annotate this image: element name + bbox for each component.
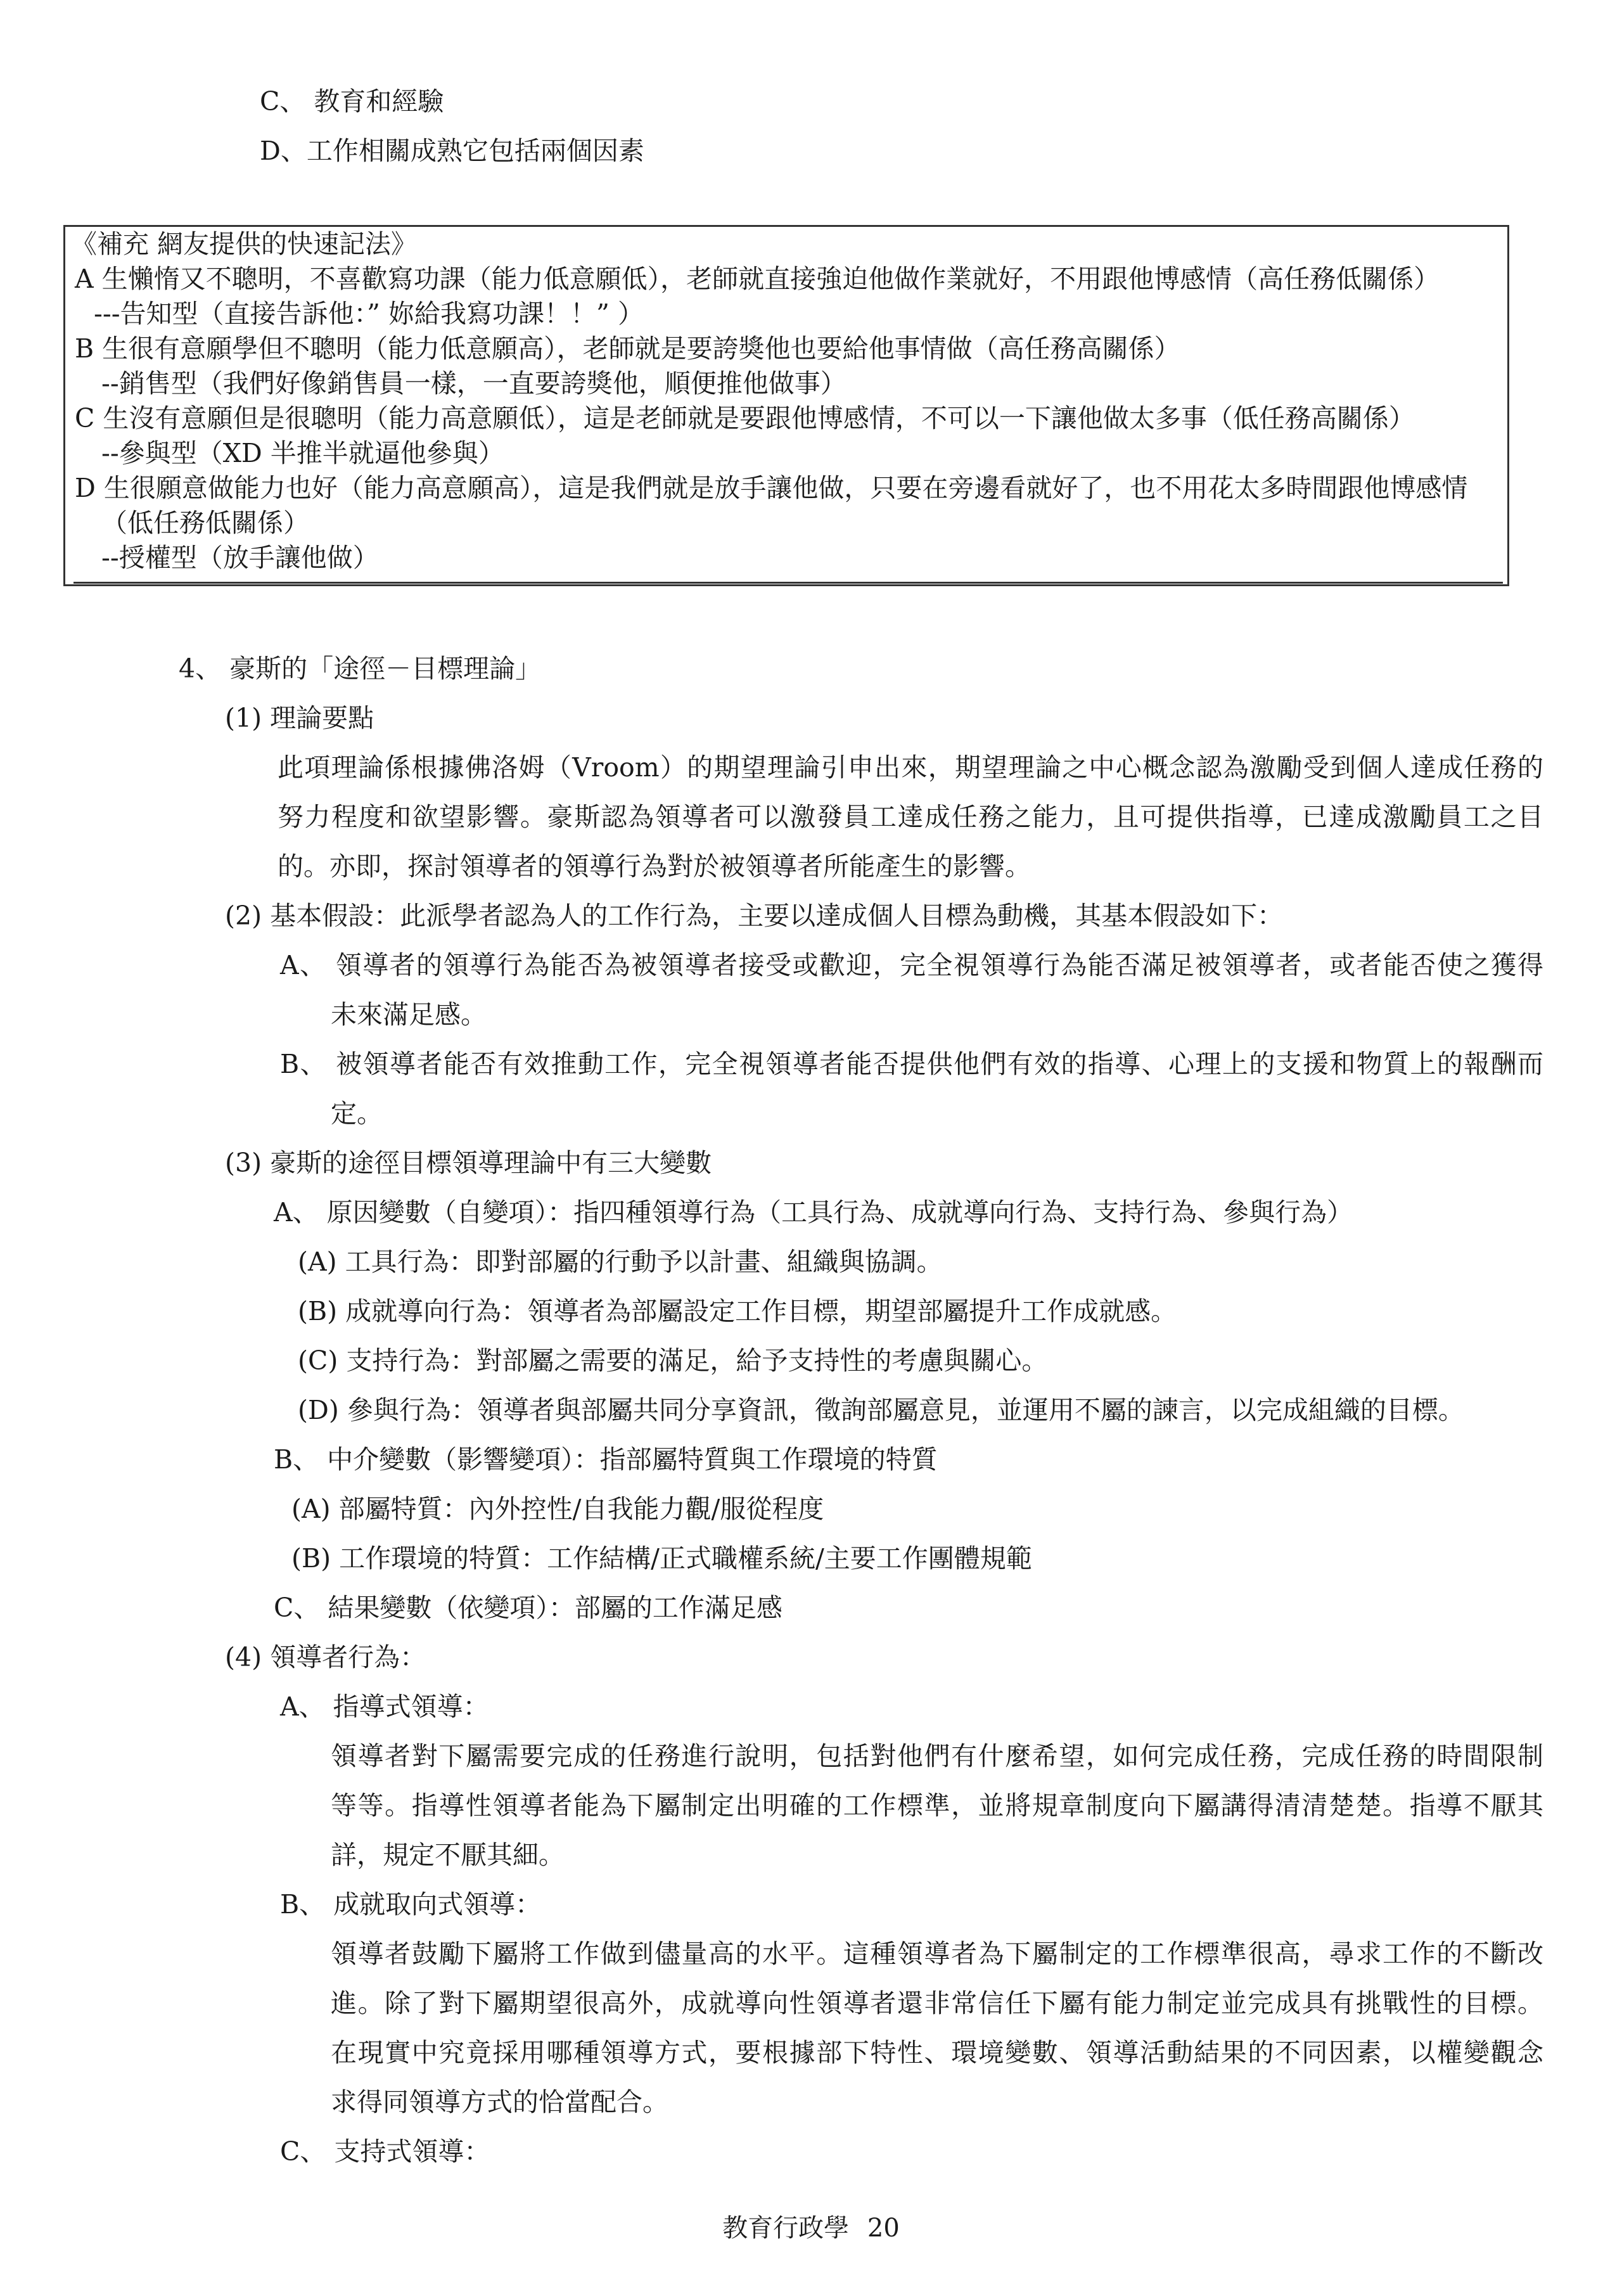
- supplement-line-b: B 生很有意願學但不聰明（能力低意願高），老師就是要誇獎他也要給他事情做（高任務高關係）: [75, 333, 1180, 364]
- subsection-1-title: (1) 理論要點: [225, 703, 374, 733]
- paragraph-line: 進。除了對下屬期望很高外，成就導向性領導者還非常信任下屬有能力制定並完成具有挑戰性的目標。: [331, 1988, 1543, 2018]
- assumption-b-line: 定。: [331, 1098, 383, 1129]
- page-footer: [0, 2210, 1622, 2246]
- variable-c-title: C、 結果變數（依變項）：部屬的工作滿足感: [274, 1593, 782, 1623]
- supplement-line-b-type: --銷售型（我們好像銷售員一樣，一直要誇獎他，順便推他做事）: [101, 368, 846, 399]
- variable-a-title: A、 原因變數（自變項）：指四種領導行為（工具行為、成就導向行為、支持行為、參與行為）: [274, 1197, 1353, 1228]
- paragraph-line: 的。亦即，探討領導者的領導行為對於被領導者所能產生的影響。: [278, 851, 1031, 882]
- paragraph-line: 詳，規定不厭其細。: [331, 1840, 565, 1870]
- variable-b-item: (A) 部屬特質：內外控性/自我能力觀/服從程度: [291, 1494, 824, 1524]
- page-number: 20: [867, 2214, 900, 2243]
- supplement-line-a: A 生懶惰又不聰明，不喜歡寫功課（能力低意願低），老師就直接強迫他做作業就好，不用跟他博感情（高任務低關係）: [75, 264, 1440, 294]
- supplement-line-d-relation: （低任務低關係）: [101, 508, 309, 538]
- leadership-b-title: B、 成就取向式領導：: [280, 1889, 542, 1920]
- supplement-box-double-line: [73, 582, 1503, 584]
- subsection-3-title: (3) 豪斯的途徑目標領導理論中有三大變數: [225, 1148, 712, 1178]
- variable-a-item: (B) 成就導向行為：領導者為部屬設定工作目標，期望部屬提升工作成就感。: [298, 1296, 1177, 1326]
- paragraph-line: 努力程度和欲望影響。豪斯認為領導者可以激發員工達成任務之能力，且可提供指導，已達成激勵員工之目: [278, 802, 1543, 832]
- paragraph-line: 領導者鼓勵下屬將工作做到儘量高的水平。這種領導者為下屬制定的工作標準很高，尋求工作的不斷改: [331, 1939, 1543, 1969]
- leadership-a-title: A、 指導式領導：: [280, 1691, 489, 1722]
- variable-a-item: (A) 工具行為：即對部屬的行動予以計畫、組織與協調。: [298, 1247, 943, 1277]
- assumption-a-line: 未來滿足感。: [331, 999, 487, 1030]
- supplement-line-a-type: ---告知型（直接告訴他：” 妳給我寫功課！！” ）: [94, 298, 644, 329]
- assumption-b-line: B、 被領導者能否有效推動工作，完全視領導者能否提供他們有效的指導、心理上的支援和物質上的報酬而: [280, 1049, 1543, 1079]
- variable-b-title: B、 中介變數（影響變項）：指部屬特質與工作環境的特質: [274, 1444, 938, 1475]
- supplement-line-c: C 生沒有意願但是很聰明（能力高意願低），這是老師就是要跟他博感情，不可以一下讓他做太多事（低任務高關係）: [75, 403, 1415, 433]
- variable-b-item: (B) 工作環境的特質：工作結構/正式職權系統/主要工作團體規範: [291, 1543, 1032, 1574]
- paragraph-line: 等等。指導性領導者能為下屬制定出明確的工作標準，並將規章制度向下屬講得清清楚楚。指導不厭其: [331, 1790, 1543, 1821]
- subsection-2-title: (2) 基本假設：此派學者認為人的工作行為，主要以達成個人目標為動機，其基本假設如下：: [225, 901, 1284, 931]
- supplement-title: 《補充 網友提供的快速記法》: [71, 229, 418, 259]
- paragraph-line: 此項理論係根據佛洛姆（Vroom）的期望理論引申出來，期望理論之中心概念認為激勵受到個人達成任務的: [278, 752, 1543, 783]
- supplement-line-d-type: --授權型（放手讓他做）: [101, 542, 379, 573]
- list-item-c-education: C、 教育和經驗: [260, 86, 444, 117]
- assumption-a-line: A、 領導者的領導行為能否為被領導者接受或歡迎，完全視領導行為能否滿足被領導者，或者能否使之獲得: [280, 950, 1543, 980]
- variable-a-item: (C) 支持行為：對部屬之需要的滿足，給予支持性的考慮與關心。: [298, 1345, 1048, 1376]
- supplement-line-d: D 生很願意做能力也好（能力高意願高），這是我們就是放手讓他做，只要在旁邊看就好了，也不用花太多時間跟他博感情: [75, 473, 1468, 503]
- footer-label: 教育行政學: [722, 2214, 850, 2243]
- variable-a-item: (D) 參與行為：領導者與部屬共同分享資訊，徵詢部屬意見，並運用不屬的諫言，以完成組織的目標。: [298, 1395, 1464, 1425]
- paragraph-line: 在現實中究竟採用哪種領導方式，要根據部下特性、環境變數、領導活動結果的不同因素，以權變觀念: [331, 2037, 1543, 2068]
- list-item-d-job-maturity: D、工作相關成熟它包括兩個因素: [260, 136, 644, 166]
- supplement-line-c-type: --參與型（XD 半推半就逼他參與）: [101, 438, 504, 468]
- subsection-4-title: (4) 領導者行為：: [225, 1642, 426, 1672]
- section-heading: 4、 豪斯的「途徑－目標理論」: [179, 653, 542, 684]
- paragraph-line: 求得同領導方式的恰當配合。: [331, 2087, 668, 2117]
- leadership-c-title: C、 支持式領導：: [280, 2136, 490, 2167]
- paragraph-line: 領導者對下屬需要完成的任務進行說明，包括對他們有什麼希望，如何完成任務，完成任務的時間限制: [331, 1741, 1543, 1771]
